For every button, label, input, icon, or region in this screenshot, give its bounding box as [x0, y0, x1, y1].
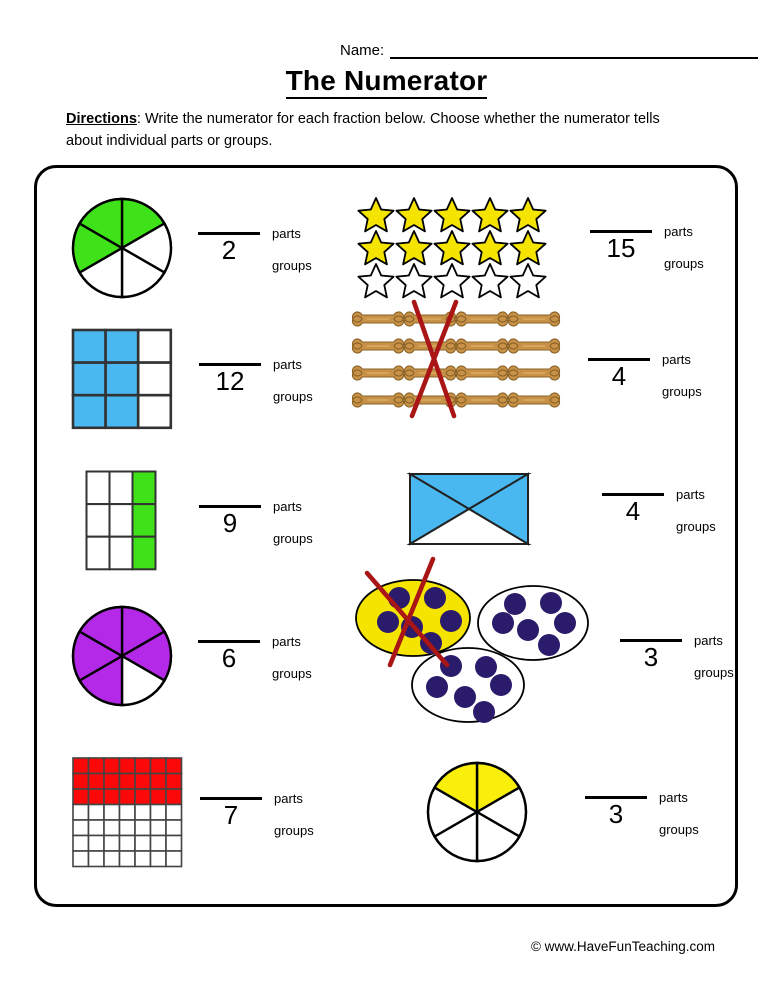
grid-7x7-red	[72, 757, 184, 869]
dot-oval-groups	[355, 565, 590, 725]
parts-groups-choice-8	[694, 633, 734, 680]
fraction-stack-5	[199, 505, 261, 537]
name-field-row	[340, 42, 758, 59]
circle-sixths-yellow-model	[425, 760, 529, 864]
grid-green-column-model	[85, 470, 159, 572]
grid-3x3-blue	[71, 328, 173, 430]
fraction-stack-3	[199, 363, 261, 395]
groups-option[interactable]: groups	[664, 255, 704, 271]
parts-option[interactable]: parts	[664, 223, 693, 239]
parts-option[interactable]: parts	[676, 486, 705, 502]
parts-option[interactable]: parts	[274, 790, 303, 806]
parts-groups-choice-10	[659, 790, 699, 837]
fraction-stack-6	[602, 493, 664, 525]
bone-array-model	[356, 310, 566, 420]
fraction-6	[602, 486, 716, 533]
rectangle-triangles-model	[408, 472, 530, 546]
fraction-stack-8	[620, 639, 682, 671]
star-array-model	[358, 196, 548, 296]
denominator: 15	[606, 233, 636, 263]
problem-4	[356, 310, 702, 420]
grid-3x3-green-column	[85, 470, 159, 572]
problem-3	[71, 328, 313, 430]
grid-blue-model	[71, 328, 173, 430]
fraction-4	[588, 351, 702, 398]
fraction-3	[199, 356, 313, 403]
directions-label: Directions	[66, 111, 137, 127]
problem-9	[72, 757, 314, 869]
parts-option[interactable]: parts	[272, 225, 301, 241]
groups-option[interactable]: groups	[694, 664, 734, 680]
groups-option[interactable]: groups	[659, 821, 699, 837]
oval-group-2	[478, 586, 588, 660]
parts-groups-choice-3	[273, 357, 313, 404]
denominator: 4	[625, 496, 641, 526]
parts-option[interactable]: parts	[273, 356, 302, 372]
denominator: 12	[215, 366, 245, 396]
parts-option[interactable]: parts	[694, 632, 723, 648]
denominator: 9	[222, 508, 238, 538]
problem-6	[408, 472, 716, 546]
footer-copyright: © www.HaveFunTeaching.com	[530, 939, 715, 954]
fraction-8	[620, 632, 734, 679]
groups-option[interactable]: groups	[272, 665, 312, 681]
oval-group-yellow	[356, 580, 470, 656]
pie-sixths-purple	[70, 604, 174, 708]
parts-option[interactable]: parts	[662, 351, 691, 367]
name-blank-line[interactable]	[390, 44, 758, 59]
page-title	[0, 65, 773, 97]
parts-groups-choice-2	[664, 224, 704, 271]
fraction-stack-4	[588, 358, 650, 390]
pie-sixths-green	[70, 196, 174, 300]
groups-option[interactable]: groups	[273, 530, 313, 546]
fraction-7	[198, 633, 312, 680]
circle-sixths-green-model	[70, 196, 174, 300]
denominator: 3	[608, 799, 624, 829]
problem-8	[355, 565, 734, 725]
parts-option[interactable]: parts	[272, 633, 301, 649]
denominator: 7	[223, 800, 239, 830]
fraction-stack-10	[585, 796, 647, 828]
oval-group-3	[412, 648, 524, 723]
fraction-2	[590, 223, 704, 270]
fraction-stack-2	[590, 230, 652, 262]
star-array	[358, 196, 548, 296]
directions-text: : Write the numerator for each fraction below. Choose whether the numerator tells about individual parts or groups.	[66, 111, 660, 149]
problem-2	[358, 196, 704, 296]
parts-groups-choice-9	[274, 791, 314, 838]
groups-option[interactable]: groups	[676, 518, 716, 534]
groups-option[interactable]: groups	[273, 388, 313, 404]
circle-sixths-purple-model	[70, 604, 174, 708]
groups-option[interactable]: groups	[272, 257, 312, 273]
fraction-1	[198, 225, 312, 272]
denominator: 3	[643, 642, 659, 672]
problem-1	[70, 196, 312, 300]
grid-red-model	[72, 757, 184, 869]
parts-groups-choice-1	[272, 226, 312, 273]
denominator: 6	[221, 643, 237, 673]
fraction-stack-7	[198, 640, 260, 672]
parts-groups-choice-4	[662, 352, 702, 399]
fraction-9	[200, 790, 314, 837]
directions	[66, 108, 666, 152]
denominator: 4	[611, 361, 627, 391]
fraction-5	[199, 498, 313, 545]
problem-5	[85, 470, 313, 572]
name-label: Name:	[340, 42, 385, 59]
pie-sixths-yellow	[425, 760, 529, 864]
parts-groups-choice-6	[676, 487, 716, 534]
bone-array	[356, 310, 566, 420]
groups-option[interactable]: groups	[662, 383, 702, 399]
groups-option[interactable]: groups	[274, 822, 314, 838]
problem-7	[70, 604, 312, 708]
denominator: 2	[221, 235, 237, 265]
parts-groups-choice-5	[273, 499, 313, 546]
problem-10	[425, 760, 699, 864]
fraction-stack-1	[198, 232, 260, 264]
parts-option[interactable]: parts	[273, 498, 302, 514]
fraction-stack-9	[200, 797, 262, 829]
dot-ovals-model	[355, 565, 590, 725]
parts-option[interactable]: parts	[659, 789, 688, 805]
parts-groups-choice-7	[272, 634, 312, 681]
fraction-10	[585, 789, 699, 836]
rectangle-four-triangles-blue	[408, 472, 530, 546]
page-title-text: The Numerator	[286, 65, 488, 99]
